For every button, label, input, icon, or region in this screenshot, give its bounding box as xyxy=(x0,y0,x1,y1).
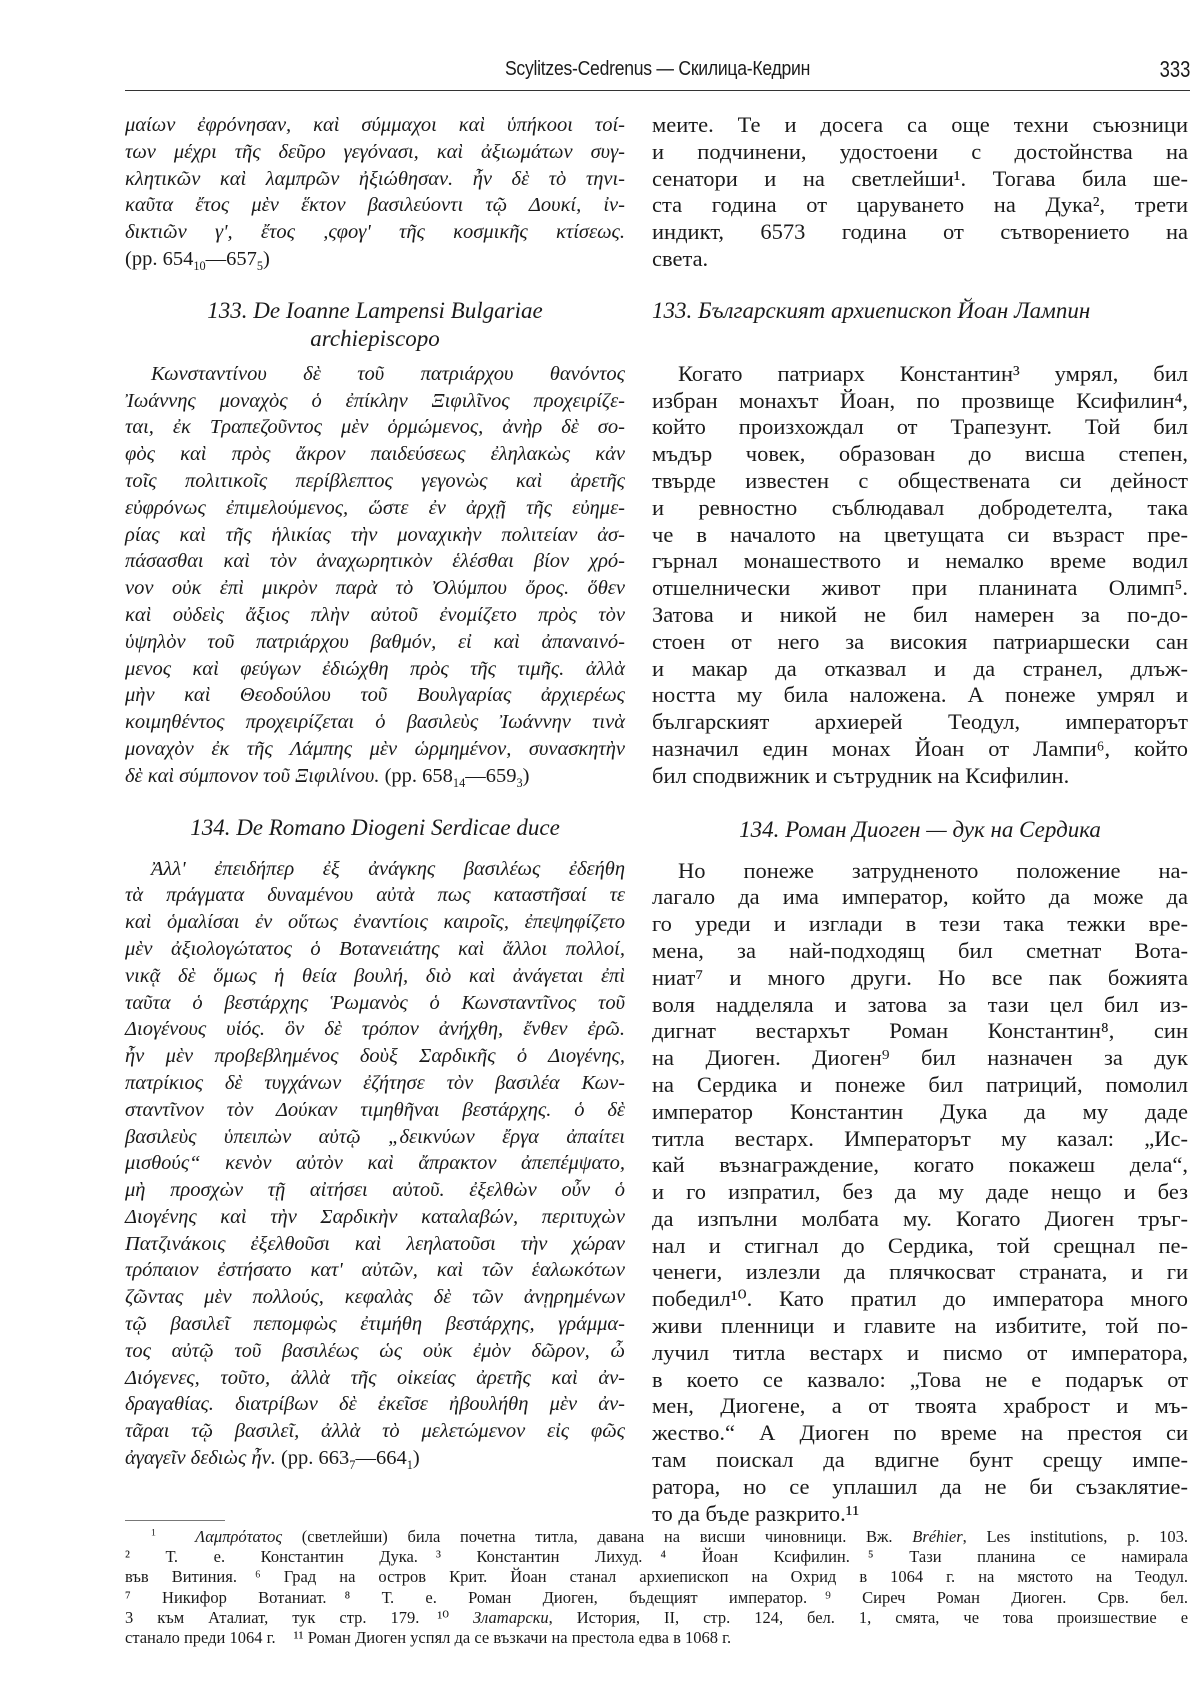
text-line: μὴ προσχὼν τῇ αἰτήσει αὐτοῦ. ἐξελθὼν οὖν ὁ xyxy=(125,1179,625,1202)
text-line: των μέχρι τῆς δεῦρο γεγόνασι, καὶ ἀξιωμάτων συγ- xyxy=(125,140,625,163)
text-line: живи пленници и главите на избитите, той по- xyxy=(652,1313,1188,1339)
text-line: κλητικῶν καὶ λαμπρῶν ἠξιώθησαν. ἦν δὲ τὸ τηνι- xyxy=(125,167,625,190)
footnote-10: 3 към Аталиат, тук стр. 179. ¹⁰ Златарски, История, II, стр. 124, бел. 1, смята, че това произшествие е xyxy=(125,1607,1189,1627)
text-line: дигнат вестархът Роман Константин⁸, син xyxy=(652,1018,1188,1044)
text-line: мена, за най-подходящ бил сметнат Вота- xyxy=(652,937,1188,963)
text-line: δραγαθίας. διατρίβων δὲ ἐκεῖσε ἠβουλήθη μὲν ἀν- xyxy=(125,1393,625,1416)
text-line: нал и стигнал до Сердика, той срещнал пе- xyxy=(652,1232,1188,1258)
text-line: Διογένους υἱός. ὃν δὲ τρόπον ἀνήχθη, ἔνθεν ἐρῶ. xyxy=(125,1018,625,1041)
page-reference: (pp. $658_{14}—659_3$) xyxy=(384,764,530,790)
text-line: Когато патриарх Константин³ умрял, бил xyxy=(678,360,1188,386)
greek-continuation xyxy=(125,112,625,246)
text-line: νικᾷ δὲ ὅμως ἡ θεία βουλή, διὸ καὶ ἀνάγεται ἐπὶ xyxy=(125,964,625,987)
text-line: ταῦτα ὁ βεστάρχης Ῥωμανὸς ὁ Κωνσταντῖνος τοῦ xyxy=(125,991,625,1014)
text-line: ченеги, излезли да плячкосват страната, и ги xyxy=(652,1259,1188,1285)
text-line: мъдър човек, образован до висша степен, xyxy=(652,441,1188,467)
section-133-bulgarian-text xyxy=(652,361,1188,790)
running-head xyxy=(125,56,1190,91)
text-line: бил сподвижник и сътрудник на Ксифилин. xyxy=(652,762,1070,788)
text-line: воля надделяла и затова за тази цел бил из- xyxy=(652,991,1188,1017)
bulgarian-column xyxy=(652,112,1188,1527)
text-line: кай възнаграждение, когато покажеш дела“, xyxy=(652,1152,1188,1178)
text-line: καῦτα ἔτος μὲν ἕκτον βασιλεύοντι τῷ Δουκί, ἰν- xyxy=(125,194,625,217)
text-line: отшелнически живот при планината Олимп⁵. xyxy=(652,575,1188,601)
text-line: κοιμηθέντος προχειρίζεται ὁ βασιλεὺς Ἰωάννην τινὰ xyxy=(125,711,625,734)
text-line: φὸς καὶ πρὸς ἄκρον παιδεύσεως ἐληλακὼς κἀν xyxy=(125,443,625,466)
text-line: τὰ πράγματα δυναμένου αὐτὰ πως καταστῆσαί τε xyxy=(125,884,625,907)
footnotes xyxy=(125,1527,1188,1648)
text-line: τρόπαιον ἐστήσατο κατ' αὐτῶν, καὶ τῶν ἑαλωκότων xyxy=(125,1259,625,1282)
text-line: индикт, 6573 година от сътворението на xyxy=(652,219,1188,245)
section-133-bulgarian-title: 133. Българският архиепископ Йоан Лампин xyxy=(652,297,1091,323)
bulgarian-continuation xyxy=(652,112,1188,273)
text-line: μισθούς“ κενὸν αὐτὸν καὶ ἄπρακτον ἀπεπέμψατο, xyxy=(125,1152,625,1175)
text-line: βασιλεὺς ὑπειπὼν αὐτῷ „δεικνύων ἔργα ἀπαίτει xyxy=(125,1125,625,1148)
section-134-bulgarian-text xyxy=(652,858,1188,1528)
text-line: πάσασθαι καὶ τὸν ἀναχωρητικὸν ἑλέσθαι βίον χρό- xyxy=(125,550,625,573)
text-line: ἦν μὲν προβεβλημένος δοὺξ Σαρδικῆς ὁ Διογένης, xyxy=(125,1045,625,1068)
text-line: назначил един монах Йоан от Лампи⁶, който xyxy=(652,735,1188,761)
text-line: ратора, но се уплашил да не би съзаклятие- xyxy=(652,1473,1188,1499)
text-line: ται, ἐκ Τραπεζοῦντος μὲν ὁρμώμενος, ἀνὴρ δὲ σο- xyxy=(125,416,625,439)
section-134-greek-text xyxy=(125,856,625,1446)
section-134-bulgarian-title: 134. Роман Диоген — дук на Сердика xyxy=(739,816,1101,842)
text-line: Но понеже затрудненото положение на- xyxy=(678,857,1188,883)
section-133-latin-title: 133. De Ioanne Lampensi Bulgariae archiepiscopo xyxy=(207,297,543,351)
text-line: на Сердика и понеже бил патриций, помолил xyxy=(652,1071,1188,1097)
text-line: δικτιῶν γ', ἔτος ,ςφογ' τῆς κοσμικῆς κτίσεως. xyxy=(125,221,625,244)
greek-column xyxy=(125,112,625,1472)
text-line: в което се казвало: „Това не е подарък от xyxy=(652,1366,1188,1392)
text-line: стоен от него за високия патриаршески сан xyxy=(652,628,1188,654)
text-line: τος αὐτῷ τοῦ βασιλέως ὡς οὐκ ἐμὸν δῶρον, ὦ xyxy=(125,1339,625,1362)
text-line: μενος καὶ φεύγων ἐδιώχθη πρὸς τῆς τιμῆς. ἀλλὰ xyxy=(125,657,625,680)
text-line: τῷ βασιλεῖ πεπομφὼς ἐτιμήθη βεστάρχης, γράμμα- xyxy=(125,1313,625,1336)
text-line: μὴν καὶ Θεοδούλου τοῦ Βουλγαρίας ἀρχιερέως xyxy=(125,684,625,707)
text-line: там поискал да вдигне бунт срещу импе- xyxy=(652,1447,1188,1473)
text-line: Ἰωάννης μοναχὸς ὁ ἐπίκλην Ξιφιλῖνος προχειρίζε- xyxy=(125,389,625,412)
footnote-1: $^1$ Λαμπρότατος (светлейши) била почетна титла, давана на висши чиновници. Вж. Bréhier, Les institutions, p. 103. xyxy=(151,1527,1189,1546)
text-line: титла вестарх. Императорът му казал: „Ис- xyxy=(652,1125,1188,1151)
running-title: Scylitzes-Cedrenus — Скилица-Кедрин xyxy=(504,58,811,80)
text-line: лучил титла вестарх и писмо от императора, xyxy=(652,1339,1188,1365)
page-reference: (pp. $663_7—664_1$) xyxy=(280,1447,420,1473)
text-line: и макар да отказвал и да странел, длъж- xyxy=(652,655,1188,681)
text-line: и подчинени, удостоени с достойнства на xyxy=(652,138,1188,164)
text-line: τοῖς πολιτικοῖς περίβλεπτος γεγονὼς καὶ ἀρετῆς xyxy=(125,469,625,492)
text-line: μοναχὸν ἐκ τῆς Λάμπης μὲν ὡρμημένον, συνασκητὴν xyxy=(125,737,625,760)
text-line: ността му била наложена. А понеже умрял и xyxy=(652,682,1188,708)
text-line: τᾶραι τῷ βασιλεῖ, ἀλλὰ τὸ μελετώμενον εἰς φῶς xyxy=(125,1420,625,1443)
section-133-greek-last-line: δὲ καὶ σύμπονον τοῦ Ξιφιλίνου. (pp. $658_{14}—659_3$) xyxy=(125,764,530,790)
text-line: μαίων ἐφρόνησαν, καὶ σύμμαχοι καὶ ὑπήκοοι τοί- xyxy=(125,114,625,136)
text-line: император Константин Дука да му даде xyxy=(652,1098,1188,1124)
text-line: и ревностно съблюдавал добродетелта, така xyxy=(652,494,1188,520)
text-line: ζῶντας μὲν πολλούς, κεφαλὰς δὲ τῶν ἀνῃρημένων xyxy=(125,1286,625,1309)
text-line: ниат⁷ и много други. Но все пак божията xyxy=(652,964,1188,990)
text-line: ὑψηλὸν τοῦ πατριάρχου βαθμόν, εἰ καὶ ἀπαναινό- xyxy=(125,630,625,653)
text-line: го уреди и изглади в тези така тежки вре- xyxy=(652,911,1188,937)
footnotes-5-6: във Витиния. ⁶ Град на остров Крит. Йоан станал архиепископ на Охрид в 1064 г. на мястото на Теодул. xyxy=(125,1567,1188,1587)
footnote-11: станало преди 1064 г. ¹¹ Роман Диоген успял да се възкачи на престола едва в 1068 г. xyxy=(125,1628,732,1648)
text-line: твърде известен с обществената си дейност xyxy=(652,467,1188,493)
text-line: Διογένης καὶ τὴν Σαρδικὴν καταλαβών, περιτυχὼν xyxy=(125,1205,625,1228)
text-line: ста година от царуването на Дука², трети xyxy=(652,192,1188,218)
text-line: πατρίκιος δὲ τυγχάνων ἐζήτησε τὸν βασιλέα Κων- xyxy=(125,1071,625,1094)
text-line: то да бъде разкрито.¹¹ xyxy=(652,1500,860,1526)
text-line: избран монахът Йоан, по прозвище Ксифилин⁴, xyxy=(652,387,1188,413)
text-line: ρίας καὶ τῆς ἡλικίας τὴν μοναχικὴν πολιτείαν ἀσ- xyxy=(125,523,625,546)
text-line: εὐφρόνως ἐπιμελούμενος, ὥστε ἐν ἀρχῇ τῆς εὐημε- xyxy=(125,496,625,519)
text-line: победил¹⁰. Като пратил до императора много xyxy=(652,1286,1188,1312)
text-line: жество.“ А Диоген по време на престоя си xyxy=(652,1420,1188,1446)
text-line: καὶ ὁμαλίσαι ἐν οὕτως ἐναντίοις καιροῖς, ἐπεψηφίζετο xyxy=(125,911,625,934)
text-line: сенатори и на светлейши¹. Тогава била ше- xyxy=(652,165,1188,191)
text-line: Ἀλλ' ἐπειδήπερ ἐξ ἀνάγκης βασιλέως ἐδεήθη xyxy=(151,857,625,880)
text-line: и го изпратил, без да му даде нещо и без xyxy=(652,1179,1188,1205)
text-line: Κωνσταντίνου δὲ τοῦ πατριάρχου θανόντος xyxy=(151,362,625,385)
text-line: лагало да има император, който да може да xyxy=(652,884,1188,910)
text-line: мен, Диогене, а от твоята храброст и мъ- xyxy=(652,1393,1188,1419)
text-line: да изпълни молбата му. Когато Диоген тръг- xyxy=(652,1205,1188,1231)
text-line: σταντῖνον τὸν Δούκαν τιμηθῆναι βεστάρχης. ὁ δὲ xyxy=(125,1098,625,1121)
text-line: че в началото на цветущата си възраст пре- xyxy=(652,521,1188,547)
text-line: Затова и никой не бил намерен за по-до- xyxy=(652,601,1188,627)
text-line: меите. Те и досега са още техни съюзници xyxy=(652,112,1188,137)
text-line: μὲν ἀξιολογώτατος ὁ Βοτανειάτης καὶ ἄλλοι πολλοί, xyxy=(125,937,625,960)
footnote-separator xyxy=(125,1520,225,1521)
text-line: Πατζινάκοις ἐξελθοῦσι καὶ λεηλατοῦσι τὴν χώραν xyxy=(125,1232,625,1255)
page-number: 333 xyxy=(1159,56,1190,82)
text-line: гърнал монашеството и немалко време водил xyxy=(652,548,1188,574)
footnotes-7-9: ⁷ Никифор Вотаниат. ⁸ Т. е. Роман Диоген, бъдещият император. ⁹ Сиреч Роман Диоген. Срв. бел. xyxy=(125,1587,1188,1607)
section-133-greek-text xyxy=(125,361,625,763)
greek-continuation-ref-line xyxy=(125,246,625,273)
page-reference: (pp. $654_{10}—657_5$) xyxy=(125,247,270,274)
text-line: света. xyxy=(652,245,709,271)
text-line: καὶ οὐδεὶς ἄξιος πλὴν αὐτοῦ ἐνομίζετο πρὸς τὸν xyxy=(125,603,625,626)
text-line: Διόγενες, τοῦτο, ἀλλὰ τῆς οἰκείας ἀρετῆς καὶ ἀν- xyxy=(125,1366,625,1389)
section-134-greek-last-line: ἀγαγεῖν δεδιὼς ἦν. (pp. $663_7—664_1$) xyxy=(125,1447,420,1473)
footnotes-2-5: ² Т. е. Константин Дука. ³ Константин Лихуд. ⁴ Йоан Ксифилин. ⁵ Тази планина се намирала xyxy=(125,1547,1188,1567)
text-line: който произхождал от Трапезунт. Той бил xyxy=(652,414,1188,440)
text-line: на Диоген. Диоген⁹ бил назначен за дук xyxy=(652,1045,1188,1071)
text-line: νον οὐκ ἐπὶ μικρὸν παρὰ τὸ Ὀλύμπου ὄρος. ὅθεν xyxy=(125,577,625,600)
section-134-latin-title: 134. De Romano Diogeni Serdicae duce xyxy=(190,814,560,840)
text-line: българският архиерей Теодул, императорът xyxy=(652,709,1188,735)
